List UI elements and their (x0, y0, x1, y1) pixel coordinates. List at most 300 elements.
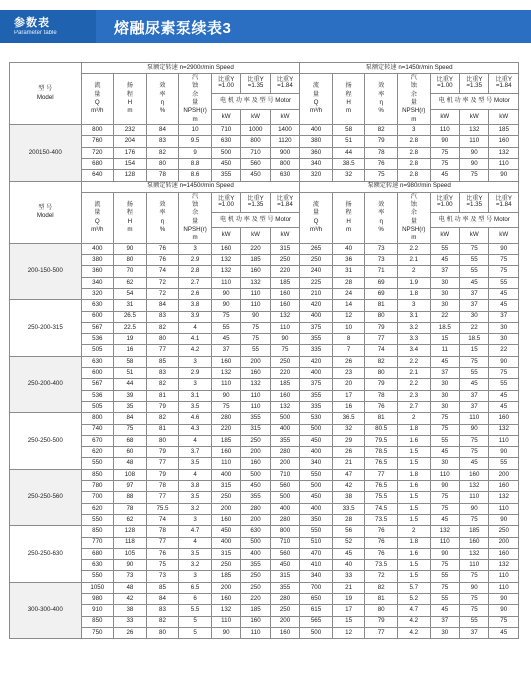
data-cell: 500 (300, 627, 333, 638)
data-cell: 800 (241, 136, 270, 147)
table-row (10, 170, 519, 181)
data-cell: 630 (81, 356, 114, 367)
data-cell: 37 (460, 627, 489, 638)
data-cell: 45 (489, 627, 519, 638)
specific-gravity-1-header: 比重Y =1.00 (211, 74, 240, 94)
data-cell: 84 (114, 413, 147, 424)
data-cell: 15 (332, 616, 365, 627)
data-cell: 5.5 (179, 605, 212, 616)
data-cell: 16 (332, 401, 365, 412)
data-cell: 185 (211, 435, 240, 446)
kw-unit-header: kW (241, 109, 270, 125)
data-cell: 90 (460, 424, 489, 435)
header-row-speed (10, 63, 519, 74)
data-cell: 75 (460, 243, 489, 254)
data-cell: 3.8 (179, 300, 212, 311)
data-cell: 79 (146, 401, 179, 412)
table-row (10, 458, 519, 469)
motor-header: 电 机 功 率 及 型 号 Motor (211, 212, 299, 228)
data-cell: 280 (270, 514, 299, 525)
data-cell: 450 (211, 159, 240, 170)
data-cell: 110 (241, 401, 270, 412)
efficiency-header: 效 率 η % (146, 192, 179, 243)
data-cell: 110 (430, 469, 459, 480)
data-cell: 1.5 (397, 514, 430, 525)
data-cell: 78 (114, 503, 147, 514)
specific-gravity-1-header: 比重Y =1.00 (430, 74, 459, 94)
data-cell: 850 (81, 469, 114, 480)
data-cell: 3.5 (179, 548, 212, 559)
data-cell: 37 (460, 401, 489, 412)
data-cell: 9.5 (179, 136, 212, 147)
data-cell: 710 (211, 125, 240, 136)
data-cell: 90 (460, 147, 489, 158)
data-cell: 77 (146, 537, 179, 548)
data-cell: 5 (179, 627, 212, 638)
data-cell: 630 (81, 560, 114, 571)
data-cell: 75 (460, 605, 489, 616)
data-cell: 82 (365, 125, 398, 136)
data-cell: 22.5 (114, 322, 147, 333)
data-cell: 3.5 (179, 458, 212, 469)
data-cell: 1.5 (397, 447, 430, 458)
data-cell: 108 (114, 469, 147, 480)
data-cell: 72 (146, 277, 179, 288)
motor-header: 电 机 功 率 及 型 号 Motor (430, 93, 518, 109)
data-cell: 90 (460, 503, 489, 514)
data-cell: 2.3 (397, 390, 430, 401)
data-cell: 355 (241, 560, 270, 571)
data-cell: 160 (211, 243, 240, 254)
data-cell: 21 (332, 582, 365, 593)
data-cell: 45 (430, 514, 459, 525)
data-cell: 55 (460, 266, 489, 277)
kw-unit-header: kW (241, 228, 270, 244)
kw-unit-header: kW (460, 109, 489, 125)
table-row (10, 379, 519, 390)
data-cell: 30 (489, 334, 519, 345)
data-cell: 110 (430, 125, 459, 136)
data-cell: 1.5 (397, 571, 430, 582)
data-cell: 630 (270, 170, 299, 181)
data-cell: 450 (300, 492, 333, 503)
data-cell: 160 (270, 627, 299, 638)
data-cell: 3.3 (397, 334, 430, 345)
data-cell: 37 (460, 390, 489, 401)
data-cell: 74 (365, 345, 398, 356)
data-cell: 90 (460, 582, 489, 593)
data-cell: 110 (211, 277, 240, 288)
table-row (10, 288, 519, 299)
data-cell: 650 (300, 594, 333, 605)
speed-right-header: 泵额定转速 n=980r/min Speed (300, 181, 519, 192)
data-cell: 185 (241, 605, 270, 616)
data-cell: 90 (211, 300, 240, 311)
data-cell: 80 (114, 255, 147, 266)
data-cell: 83 (146, 368, 179, 379)
data-cell: 740 (81, 424, 114, 435)
data-cell: 2.2 (397, 243, 430, 254)
data-cell: 132 (270, 401, 299, 412)
data-cell: 22 (489, 345, 519, 356)
data-cell: 250 (211, 492, 240, 503)
data-cell: 75 (460, 435, 489, 446)
data-cell: 280 (270, 447, 299, 458)
data-cell: 75 (430, 560, 459, 571)
data-cell: 81 (365, 413, 398, 424)
data-cell: 48 (114, 458, 147, 469)
table-row (10, 243, 519, 254)
data-cell: 45 (489, 288, 519, 299)
data-cell: 2.9 (179, 368, 212, 379)
data-cell: 132 (460, 481, 489, 492)
data-cell: 550 (81, 458, 114, 469)
data-cell: 4 (179, 469, 212, 480)
table-row (10, 548, 519, 559)
data-cell: 8.8 (179, 159, 212, 170)
data-cell: 81 (365, 300, 398, 311)
data-cell: 45 (430, 605, 459, 616)
data-cell: 29 (332, 435, 365, 446)
data-cell: 220 (211, 424, 240, 435)
data-cell: 500 (270, 413, 299, 424)
data-cell: 110 (489, 159, 519, 170)
kw-unit-header: kW (489, 109, 519, 125)
data-cell: 2.8 (397, 159, 430, 170)
data-cell: 30 (489, 322, 519, 333)
data-cell: 110 (211, 379, 240, 390)
data-cell: 110 (211, 616, 240, 627)
data-cell: 2.6 (179, 288, 212, 299)
data-cell: 110 (460, 413, 489, 424)
data-cell: 45 (430, 170, 459, 181)
data-cell: 355 (300, 390, 333, 401)
data-cell: 340 (300, 571, 333, 582)
data-cell: 160 (211, 447, 240, 458)
data-cell: 55 (460, 368, 489, 379)
data-cell: 32 (332, 424, 365, 435)
data-cell: 26 (332, 447, 365, 458)
data-cell: 55 (460, 616, 489, 627)
data-cell: 75 (430, 492, 459, 503)
data-cell: 37 (211, 345, 240, 356)
data-cell: 4 (179, 537, 212, 548)
data-cell: 4 (179, 322, 212, 333)
data-cell: 160 (241, 458, 270, 469)
data-cell: 3.1 (179, 390, 212, 401)
head-header: 扬 程 H m (332, 192, 365, 243)
data-cell: 81 (146, 424, 179, 435)
data-cell: 160 (460, 537, 489, 548)
data-cell: 73 (114, 571, 147, 582)
data-cell: 400 (211, 537, 240, 548)
data-cell: 750 (81, 627, 114, 638)
data-cell: 420 (300, 356, 333, 367)
data-cell: 4.7 (179, 526, 212, 537)
data-cell: 250 (241, 571, 270, 582)
data-cell: 315 (270, 243, 299, 254)
data-cell: 450 (241, 170, 270, 181)
data-cell: 350 (300, 514, 333, 525)
data-cell: 780 (81, 481, 114, 492)
data-cell: 3 (179, 514, 212, 525)
data-cell: 132 (241, 277, 270, 288)
data-cell: 3 (179, 243, 212, 254)
data-cell: 62 (114, 514, 147, 525)
data-cell: 450 (211, 526, 240, 537)
data-cell: 6 (179, 594, 212, 605)
data-cell: 132 (270, 311, 299, 322)
data-cell: 30 (430, 401, 459, 412)
table-row (10, 277, 519, 288)
data-cell: 82 (365, 356, 398, 367)
data-cell: 560 (241, 159, 270, 170)
data-cell: 80 (365, 311, 398, 322)
data-cell: 75 (365, 170, 398, 181)
data-cell: 69 (365, 277, 398, 288)
data-cell: 550 (300, 469, 333, 480)
speed-left-header: 泵额定转速 n=1450r/min Speed (81, 181, 300, 192)
table-row (10, 537, 519, 548)
data-cell: 1050 (81, 582, 114, 593)
data-cell: 500 (270, 492, 299, 503)
kw-unit-header: kW (430, 109, 459, 125)
data-cell: 45 (489, 300, 519, 311)
data-cell: 30 (430, 300, 459, 311)
data-cell: 176 (114, 147, 147, 158)
data-cell: 26.5 (114, 311, 147, 322)
data-cell: 3.1 (397, 311, 430, 322)
data-cell: 10 (332, 322, 365, 333)
table-row (10, 401, 519, 412)
data-cell: 97 (114, 481, 147, 492)
table-row (10, 322, 519, 333)
specific-gravity-2-header: 比重Y =1.35 (460, 74, 489, 94)
title-bar (96, 10, 531, 43)
data-cell: 75 (460, 170, 489, 181)
data-cell: 3 (179, 571, 212, 582)
table-row (10, 311, 519, 322)
data-cell: 400 (300, 125, 333, 136)
data-cell: 160 (241, 266, 270, 277)
table-row (10, 560, 519, 571)
data-cell: 82 (146, 379, 179, 390)
data-cell: 400 (211, 469, 240, 480)
data-cell: 220 (241, 594, 270, 605)
data-cell: 55 (241, 345, 270, 356)
data-cell: 45 (489, 390, 519, 401)
data-cell: 4.6 (179, 413, 212, 424)
data-cell: 55 (489, 277, 519, 288)
data-cell: 82 (146, 616, 179, 627)
data-cell: 17 (332, 390, 365, 401)
data-cell: 560 (270, 548, 299, 559)
data-cell: 60 (114, 447, 147, 458)
data-cell: 90 (489, 243, 519, 254)
data-cell: 355 (241, 413, 270, 424)
data-cell: 335 (300, 345, 333, 356)
data-cell: 10 (179, 125, 212, 136)
table-row (10, 514, 519, 525)
data-cell: 82 (146, 322, 179, 333)
data-cell: 90 (489, 170, 519, 181)
data-cell: 250 (270, 605, 299, 616)
data-cell: 38.5 (332, 159, 365, 170)
data-cell: 110 (489, 435, 519, 446)
data-cell: 42 (114, 594, 147, 605)
data-cell: 19 (114, 334, 147, 345)
data-cell: 2.2 (397, 356, 430, 367)
data-cell: 90 (489, 514, 519, 525)
data-cell: 680 (81, 159, 114, 170)
data-cell: 315 (241, 424, 270, 435)
data-cell: 73.5 (365, 514, 398, 525)
data-cell: 900 (270, 147, 299, 158)
data-cell: 75 (430, 582, 459, 593)
npsh-header: 汽 蚀 余 量 NPSH(r) m (397, 192, 430, 243)
data-cell: 770 (81, 537, 114, 548)
data-cell: 30 (430, 627, 459, 638)
data-cell: 132 (211, 255, 240, 266)
data-cell: 280 (270, 594, 299, 605)
data-cell: 680 (81, 548, 114, 559)
data-cell: 204 (114, 136, 147, 147)
data-cell: 355 (241, 492, 270, 503)
data-cell: 55 (489, 458, 519, 469)
kw-unit-header: kW (270, 109, 299, 125)
data-cell: 77 (365, 334, 398, 345)
data-cell: 1.5 (397, 560, 430, 571)
specific-gravity-2-header: 比重Y =1.35 (460, 192, 489, 212)
data-cell: 530 (300, 413, 333, 424)
data-cell: 4.7 (397, 605, 430, 616)
data-cell: 1.5 (397, 492, 430, 503)
data-cell: 76 (146, 548, 179, 559)
data-cell: 160 (211, 514, 240, 525)
data-cell: 55 (430, 435, 459, 446)
data-cell: 78 (146, 170, 179, 181)
motor-header: 电 机 功 率 及 型 号 Motor (430, 212, 518, 228)
data-cell: 500 (241, 469, 270, 480)
data-cell: 83 (146, 605, 179, 616)
data-cell: 1.5 (397, 503, 430, 514)
data-cell: 2.7 (179, 277, 212, 288)
data-cell: 90 (270, 334, 299, 345)
data-cell: 160 (489, 413, 519, 424)
data-cell: 79 (146, 469, 179, 480)
data-cell: 78 (146, 481, 179, 492)
data-cell: 75 (460, 514, 489, 525)
data-cell: 110 (241, 627, 270, 638)
data-cell: 7 (332, 345, 365, 356)
data-cell: 400 (270, 424, 299, 435)
data-cell: 31 (114, 300, 147, 311)
data-cell: 90 (241, 311, 270, 322)
data-cell: 73 (146, 571, 179, 582)
data-cell: 44 (332, 147, 365, 158)
data-cell: 78.5 (365, 447, 398, 458)
data-cell: 355 (300, 334, 333, 345)
data-cell: 550 (300, 526, 333, 537)
data-cell: 670 (81, 435, 114, 446)
table-row (10, 255, 519, 266)
data-cell: 45 (430, 255, 459, 266)
data-cell: 55 (460, 255, 489, 266)
data-cell: 3.2 (397, 322, 430, 333)
data-cell: 280 (211, 413, 240, 424)
data-cell: 380 (300, 136, 333, 147)
data-cell: 72 (365, 571, 398, 582)
data-cell: 75 (270, 345, 299, 356)
speed-right-header: 泵额定转速 n=1450r/min Speed (300, 63, 519, 74)
data-cell: 76 (365, 526, 398, 537)
data-cell: 90 (489, 605, 519, 616)
data-cell: 12 (332, 627, 365, 638)
data-cell: 132 (489, 424, 519, 435)
pump-parameter-table (9, 62, 519, 639)
data-cell: 52 (332, 537, 365, 548)
data-cell: 40 (332, 560, 365, 571)
data-cell: 280 (241, 503, 270, 514)
data-cell: 90 (114, 243, 147, 254)
data-cell: 11 (430, 345, 459, 356)
table-row (10, 424, 519, 435)
npsh-header: 汽 蚀 余 量 NPSH(r) m (179, 192, 212, 243)
data-cell: 76 (365, 159, 398, 170)
data-cell: 6.5 (179, 582, 212, 593)
data-cell: 600 (81, 368, 114, 379)
data-cell: 33 (114, 616, 147, 627)
data-cell: 400 (300, 368, 333, 379)
data-cell: 5.2 (397, 594, 430, 605)
data-cell: 225 (300, 277, 333, 288)
badge-title: 参数表 (14, 17, 50, 29)
data-cell: 630 (241, 526, 270, 537)
data-cell: 800 (81, 413, 114, 424)
data-cell: 70 (114, 266, 147, 277)
data-cell: 90 (430, 136, 459, 147)
data-cell: 28 (332, 277, 365, 288)
data-cell: 78 (146, 526, 179, 537)
data-cell: 375 (300, 379, 333, 390)
data-cell: 83 (146, 136, 179, 147)
npsh-header: 汽 蚀 余 量 NPSH(r) m (179, 74, 212, 125)
model-cell: 300-300-400 (10, 582, 82, 638)
data-cell: 54 (114, 288, 147, 299)
data-cell: 62 (114, 277, 147, 288)
data-cell: 160 (241, 616, 270, 627)
data-cell: 76.5 (365, 481, 398, 492)
data-cell: 800 (270, 159, 299, 170)
model-header: 型 号 Model (10, 181, 82, 243)
data-cell: 37 (489, 311, 519, 322)
data-cell: 21 (332, 458, 365, 469)
data-cell: 22 (430, 311, 459, 322)
data-cell: 132 (211, 266, 240, 277)
data-cell: 19 (332, 594, 365, 605)
data-cell: 132 (489, 147, 519, 158)
data-cell: 55 (430, 571, 459, 582)
data-cell: 3.8 (179, 481, 212, 492)
data-cell: 42 (332, 481, 365, 492)
flow-header: 流 量 Q m³/h (300, 192, 333, 243)
data-cell: 76.5 (365, 458, 398, 469)
data-cell: 220 (270, 368, 299, 379)
data-cell: 640 (81, 170, 114, 181)
data-cell: 80 (365, 368, 398, 379)
data-cell: 700 (300, 582, 333, 593)
data-cell: 110 (241, 300, 270, 311)
